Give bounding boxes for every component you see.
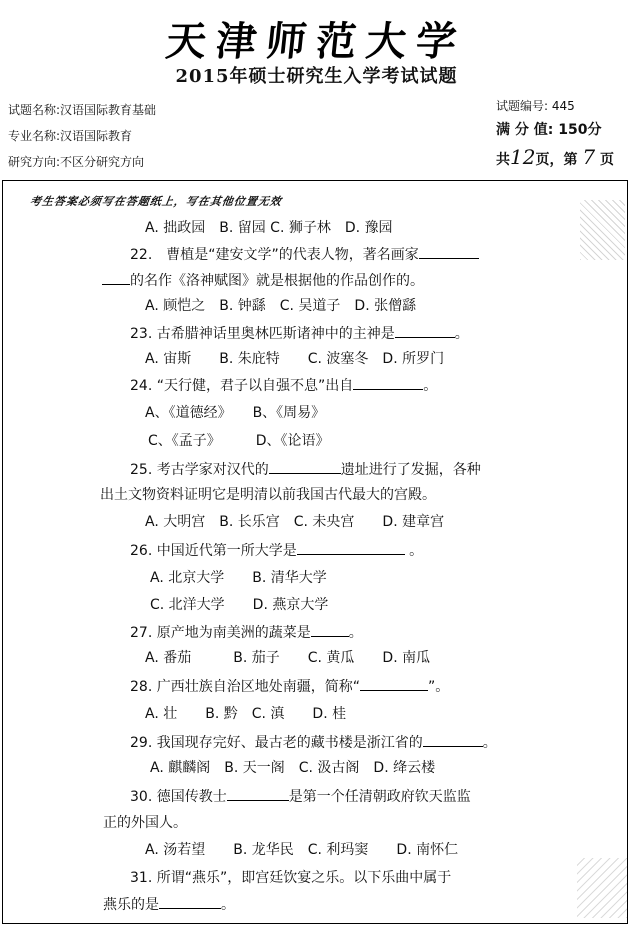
subject-label: 试题名称: bbox=[8, 103, 61, 117]
score-label: 满 分 值: bbox=[496, 122, 554, 138]
exam-title: 2015年硕士研究生入学考试试题 bbox=[175, 66, 458, 87]
answer-notice: 考生答案必须写在答题纸上，写在其他位置无效 bbox=[29, 195, 283, 208]
code-row bbox=[496, 99, 575, 113]
code-label: 试题编号: bbox=[496, 99, 549, 113]
q30-blank bbox=[227, 788, 289, 801]
direction-row bbox=[8, 155, 144, 169]
q26-period: 。 bbox=[409, 543, 424, 559]
university-name: 天津师范大学 bbox=[163, 18, 469, 65]
q25-stem-cont: 出土文物资料证明它是明清以前我国古代最大的宫殿。 bbox=[100, 487, 436, 503]
q29-text: 29. 我国现存完好、最古老的藏书楼是浙江省的 bbox=[130, 735, 423, 751]
q24-stem bbox=[130, 377, 437, 394]
major-label: 专业名称: bbox=[8, 129, 61, 143]
pages-suffix: 页 bbox=[599, 152, 614, 168]
q26-options-row2: C. 北洋大学 D. 燕京大学 bbox=[150, 597, 329, 613]
q22-text: 22. 曹植是“建安文学”的代表人物，著名画家 bbox=[130, 247, 419, 263]
score-value: 150分 bbox=[558, 122, 602, 138]
q31-stem: 31. 所谓“燕乐”，即宫廷饮宴之乐。以下乐曲中属于 bbox=[130, 870, 452, 886]
q26-blank bbox=[297, 542, 405, 555]
q27-text: 27. 原产地为南美洲的蔬菜是 bbox=[130, 625, 311, 641]
q23-blank bbox=[395, 325, 455, 338]
q28-stem bbox=[130, 678, 449, 695]
q25-text-2: 遗址进行了发掘，各种 bbox=[340, 462, 481, 478]
q25-options: A. 大明宫 B. 长乐宫 C. 未央宫 D. 建章宫 bbox=[145, 514, 445, 530]
major-value: 汉语国际教育 bbox=[60, 129, 133, 143]
q30-stem bbox=[130, 788, 471, 805]
q25-blank bbox=[269, 461, 341, 474]
q31-blank bbox=[159, 896, 221, 909]
q24-blank bbox=[353, 377, 423, 390]
q28-blank bbox=[360, 678, 428, 691]
q27-stem bbox=[130, 624, 363, 641]
q24-options-row2: C、《孟子》 D、《论语》 bbox=[148, 433, 330, 449]
score-row bbox=[496, 123, 601, 137]
q28-options: A. 壮 B. 黔 C. 滇 D. 桂 bbox=[145, 706, 347, 722]
q29-stem bbox=[130, 734, 497, 751]
q24-options-row1: A、《道德经》 B、《周易》 bbox=[145, 405, 326, 421]
q21-options: A. 拙政园 B. 留园 C. 狮子林 D. 豫园 bbox=[145, 220, 393, 236]
direction-value: 不区分研究方向 bbox=[60, 155, 145, 169]
q29-options: A. 麒麟阁 B. 天一阁 C. 汲古阁 D. 绛云楼 bbox=[150, 760, 436, 776]
q22-blank bbox=[419, 246, 479, 259]
q31-period: 。 bbox=[221, 897, 235, 913]
q26-text: 26. 中国近代第一所大学是 bbox=[130, 543, 297, 559]
q30-options: A. 汤若望 B. 龙华民 C. 利玛窦 D. 南怀仁 bbox=[145, 842, 459, 858]
q22-stem-cont bbox=[102, 272, 424, 289]
pages-mid: 页，第 bbox=[535, 152, 578, 168]
q30-text: 30. 德国传教士 bbox=[130, 789, 227, 805]
major-row bbox=[8, 129, 132, 143]
page-count-row bbox=[496, 145, 614, 169]
q27-options: A. 番茄 B. 茄子 C. 黄瓜 D. 南瓜 bbox=[145, 650, 431, 666]
scan-noise-bottom bbox=[577, 858, 627, 918]
q25-text: 25. 考古学家对汉代的 bbox=[130, 462, 269, 478]
code-value: 445 bbox=[551, 99, 575, 113]
current-page: 7 bbox=[582, 145, 596, 169]
q22-text-cont: 的名作《洛神赋图》就是根据他的作品创作的。 bbox=[130, 273, 424, 289]
q22-stem bbox=[130, 246, 479, 263]
direction-label: 研究方向: bbox=[8, 155, 61, 169]
q31-text: 燕乐的是 bbox=[103, 897, 159, 913]
q29-period: 。 bbox=[482, 735, 497, 751]
q27-blank bbox=[311, 624, 349, 637]
q24-period: 。 bbox=[423, 378, 438, 394]
q28-text-end: ”。 bbox=[427, 679, 450, 695]
q24-text: 24. “天行健，君子以自强不息”出自 bbox=[130, 378, 354, 394]
scan-noise bbox=[580, 200, 625, 260]
q23-period: 。 bbox=[454, 326, 469, 342]
q22-options: A. 顾恺之 B. 钟繇 C. 吴道子 D. 张僧繇 bbox=[145, 298, 417, 314]
q23-text: 23. 古希腊神话里奥林匹斯诸神中的主神是 bbox=[130, 326, 395, 342]
q23-stem bbox=[130, 325, 469, 342]
subject-row bbox=[8, 103, 156, 117]
q30-stem-cont: 正的外国人。 bbox=[103, 815, 187, 831]
q27-period: 。 bbox=[348, 625, 363, 641]
q28-text: 28. 广西壮族自治区地处南疆，简称“ bbox=[130, 679, 360, 695]
q22-blank-cont bbox=[102, 272, 130, 285]
q29-blank bbox=[423, 734, 483, 747]
subject-value: 汉语国际教育基础 bbox=[60, 103, 157, 117]
q25-stem bbox=[130, 461, 481, 478]
total-pages: 12 bbox=[510, 145, 536, 169]
pages-prefix: 共 bbox=[496, 152, 510, 168]
q26-options-row1: A. 北京大学 B. 清华大学 bbox=[150, 570, 327, 586]
q31-stem-cont bbox=[103, 896, 235, 913]
q23-options: A. 宙斯 B. 朱庇特 C. 波塞冬 D. 所罗门 bbox=[145, 351, 445, 367]
q30-text-2: 是第一个任清朝政府钦天监监 bbox=[288, 789, 471, 805]
q26-stem bbox=[130, 542, 423, 559]
